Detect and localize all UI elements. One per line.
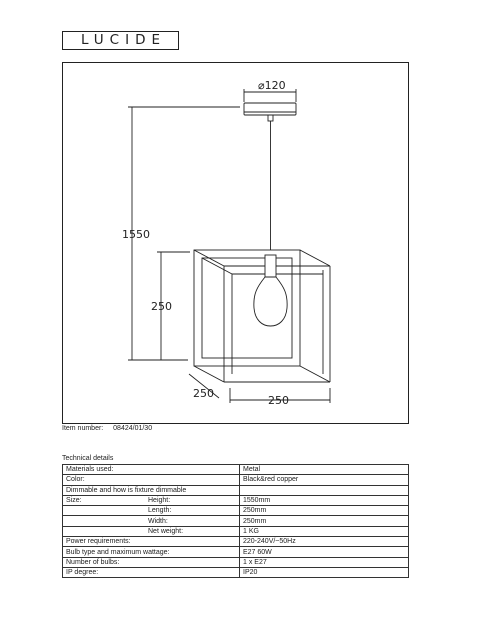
total-height-label: 1550 <box>122 228 150 241</box>
spec-label-cell <box>63 567 240 577</box>
spec-value: 250mm <box>240 506 409 516</box>
spec-label-cell <box>63 475 240 485</box>
item-number-label: Item number: <box>62 425 104 432</box>
table-row <box>63 506 409 516</box>
spec-label-cell <box>63 516 240 526</box>
spec-value <box>240 485 409 495</box>
spec-label-cell <box>63 506 240 516</box>
table-row <box>63 475 409 485</box>
spec-value: 250mm <box>240 516 409 526</box>
table-row <box>63 495 409 505</box>
spec-value: E27 60W <box>240 547 409 557</box>
technical-details-table <box>62 464 409 578</box>
depth-label: 250 <box>193 387 214 400</box>
spec-label-cell <box>63 465 240 475</box>
spec-value: 1550mm <box>240 495 409 505</box>
brand-logo-text: LUCIDE <box>80 32 167 48</box>
spec-label: Number of bulbs: <box>66 558 120 566</box>
table-row <box>63 547 409 557</box>
item-number <box>62 425 152 432</box>
spec-value: IP20 <box>240 567 409 577</box>
shade-height-label: 250 <box>151 300 172 313</box>
spec-label: IP degree: <box>66 569 99 577</box>
table-row <box>63 557 409 567</box>
spec-label-cell <box>63 485 240 495</box>
diameter-label: ⌀120 <box>258 79 286 92</box>
spec-label-cell <box>63 495 240 505</box>
spec-label: Size: <box>66 497 82 505</box>
spec-value: Metal <box>240 465 409 475</box>
canopy-shape <box>244 103 296 121</box>
spec-label-cell <box>63 557 240 567</box>
spec-label: Materials used: <box>66 466 114 474</box>
spec-sublabel: Height: <box>148 497 171 505</box>
table-row <box>63 567 409 577</box>
spec-label: Color: <box>66 476 85 484</box>
table-row <box>63 516 409 526</box>
item-number-value: 08424/01/30 <box>113 425 153 432</box>
width-label: 250 <box>268 394 289 407</box>
spec-value: Black&red copper <box>240 475 409 485</box>
spec-label: Dimmable and how is fixture dimmable <box>66 486 187 494</box>
spec-label-cell <box>63 526 240 536</box>
spec-sublabel: Width: <box>148 517 168 525</box>
table-row <box>63 537 409 547</box>
spec-label-cell <box>63 547 240 557</box>
spec-value: 1 KG <box>240 526 409 536</box>
table-row <box>63 526 409 536</box>
spec-sublabel: Length: <box>148 507 172 515</box>
table-row <box>63 465 409 475</box>
spec-value: 1 x E27 <box>240 557 409 567</box>
table-row <box>63 485 409 495</box>
spec-label: Power requirements: <box>66 538 131 546</box>
spec-label-cell <box>63 537 240 547</box>
technical-drawing <box>62 62 409 424</box>
brand-logo <box>62 31 179 50</box>
technical-details-title: Technical details <box>62 455 114 462</box>
spec-value: 220-240V/~50Hz <box>240 537 409 547</box>
spec-sublabel: Net weight: <box>148 527 184 535</box>
spec-label: Bulb type and maximum wattage: <box>66 548 170 556</box>
